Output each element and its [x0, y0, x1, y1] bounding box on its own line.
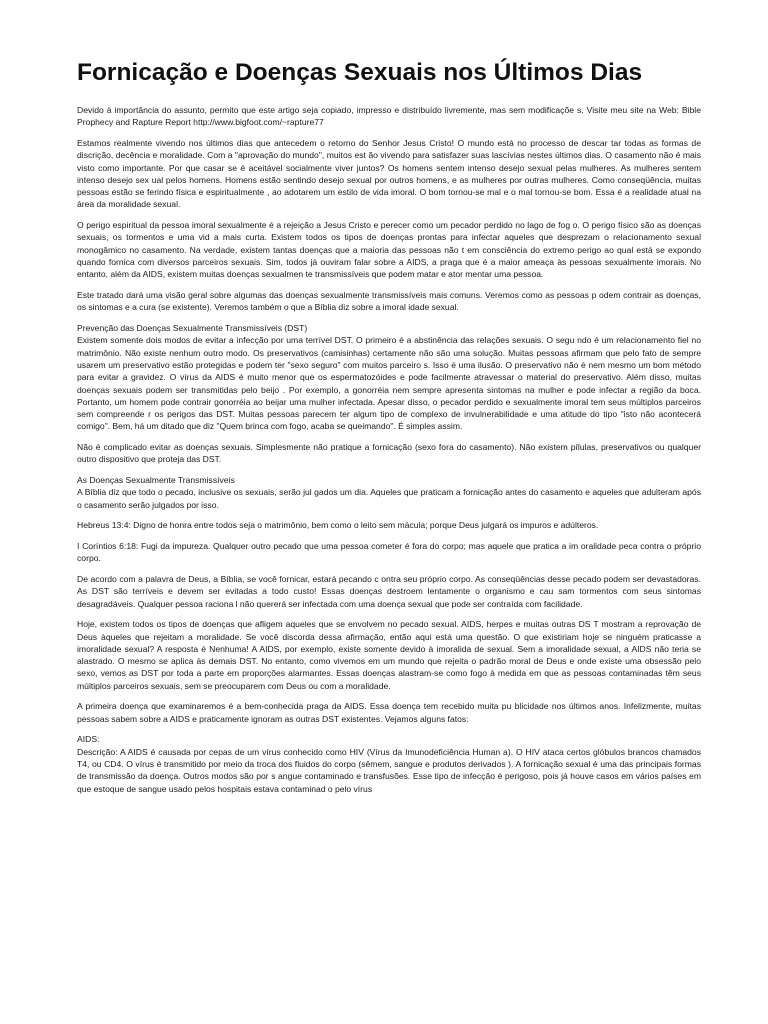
paragraph-heading: AIDS: — [77, 734, 100, 745]
paragraph-text: A Bíblia diz que todo o pecado, inclusive os sexuais, serão jul gados um dia. Aqueles que praticam a fornicação antes do casamento e aqueles que adulteram após o casamento serão julgados por isso. — [77, 487, 701, 510]
paragraph-tract-overview: Este tratado dará uma visão geral sobre algumas das doenças sexualmente transmissíveis mais comuns. Veremos como as pessoas p odem contrair as doenças, os sintomas e a cura (se existente). Veremos também o que a Bíblia diz sobre a imoral idade sexual. — [77, 290, 701, 313]
document-page — [77, 58, 701, 803]
paragraph-diseases-intro — [77, 474, 701, 511]
paragraph-heading: Prevenção das Doenças Sexualmente Transmissíveis (DST) — [77, 323, 308, 334]
paragraph-copyright-notice: Devido à importância do assunto, permito que este artigo seja copiado, impresso e distribuído livremente, mas sem modificaçõe s. Visite meu site na Web: Bible Prophecy and Rapture Report http://www.bigfoot.com/~rapture77 — [77, 105, 701, 128]
paragraph-consequences: De acordo com a palavra de Deus, a Bíblia, se você fornicar, estará pecando c ontra seu próprio corpo. As conseqüências desse pecado podem ser devastadoras. As DST são terríveis e devem ser evitadas a todo custo! Essas doenças destroem lentamente o organismo e cau sam tormentos com seus sintomas desagradáveis. Qualquer pessoa raciona l não quererá ser infectada com uma doença sexual que pode ser contraída com facilidade. — [77, 574, 701, 609]
paragraph-corinthians-verse: I Coríntios 6:18: Fugi da impureza. Qualquer outro pecado que uma pessoa cometer é fora do corpo; mas aquele que pratica a im oralidade peca contra o próprio corpo. — [77, 541, 701, 564]
paragraph-text: Descrição: A AIDS é causada por cepas de um vírus conhecido como HIV (Vírus da Imunodeficiência Human a). O HIV ataca certos glóbulos brancos chamados T4, ou CD4. O vírus é transmitido por meio da troca dos fluidos do corpo (sêmem, sangue e produtos derivados ). A fornicação sexual é uma das principais formas de transmissão da doença. Outros modos são por s angue contaminado e transfusões. Esse tipo de infecção é perigoso, pois já houve casos em vários países em que estoque de sangue usado pelos hospitais estava contaminad o pelo vírus — [77, 746, 701, 794]
paragraph-aids-intro: A primeira doença que examinaremos é a bem-conhecida praga da AIDS. Essa doença tem recebido muita pu blicidade nos últimos anos. Infelizmente, muitas pessoas sabem sobre a AIDS e praticamente ignoram as outras DST existentes. Vejamos alguns fatos: — [77, 701, 701, 724]
paragraph-avoid-diseases: Não é complicado evitar as doenças sexuais. Simplesmente não pratique a fornicação (sexo fora do casamento). Não existem pílulas, preservativos ou qualquer outro dispositivo que proteja das DST. — [77, 442, 701, 465]
paragraph-hebrews-verse: Hebreus 13:4: Digno de honra entre todos seja o matrimônio, bem como o leito sem mácula; porque Deus julgará os impuros e adúlteros. — [77, 520, 599, 531]
document-title: Fornicação e Doenças Sexuais nos Últimos Dias — [77, 59, 643, 86]
paragraph-aids-description — [77, 733, 701, 794]
paragraph-todays-diseases: Hoje, existem todos os tipos de doenças que afligem aqueles que se envolvem no pecado sexual. AIDS, herpes e muitas outras DS T mostram a reprovação de Deus àqueles que rejeitam a moralidade. Se você discorda dessa afirmação, então aqui está uma questão. O que existiriam hoje se ninguém praticasse a imoralidade sexual? A resposta é Nenhuma! A AIDS, por exemplo, existe somente devido à imoralida de sexual. Sem a imoralidade sexual, a AIDS não teria se alastrado. O mesmo se aplica às demais DST. No entanto, como vivemos em um mundo que rejeita o padrão moral de Deus e onde existe uma obsessão pelo sexo, vemos as DST por toda a parte em proporções alarmantes. Essas doenças alastram-se como fogo à medida em que as pessoas contaminadas têm seus múltiplos parceiros sexuais, sem se preocuparem com Deus ou com a moralidade. — [77, 619, 701, 691]
paragraph-spiritual-danger: O perigo espiritual da pessoa imoral sexualmente é a rejeição a Jesus Cristo e perecer como um pecador perdido no lago de fog o. O perigo físico são as doenças sexuais, os tormentos e uma vid a mais curta. Existem todos os tipos de doenças prontas para infectar aqueles que desprezam o relacionamento sexual monogâmico no casamento. Na verdade, existem tantas doenças que a maioria das pessoas não t em consciência do extremo perigo ao qual está se expondo quando fornica com diversos parceiros sexuais. Sim, todos já ouviram falar sobre a AIDS, a praga que é a maior ameaça às pessoas sexualmente imorais. No entanto, além da AIDS, existem muitas doenças sexualmen te transmissíveis que podem matar e ator mentar uma pessoa. — [77, 220, 701, 280]
paragraph-prevention — [77, 322, 701, 433]
paragraph-last-days: Estamos realmente vivendo nos últimos dias que antecedem o retorno do Senhor Jesus Cristo! O mundo está no processo de descar tar todas as formas de discrição, decência e moralidade. Com a "aprovação do mundo", muitos est ão vivendo para satisfazer suas lascívias nestes últimos dias. O casamento não é mais visto como importante. Por que casar se é aceitável socialmente viver juntos? Os homens sentem intenso desejo sexual pelas mulheres. As mulheres sentem intenso desejo sex ual pelos homens. Homens estão sentindo desejo sexual por outros homens, e as mulheres por outras mulheres. Como conseqüência, muitas pessoas estão se ferindo física e espiritualmente , ao adotarem um estilo de vida imoral. O bom tornou-se mal e o mal tornou-se bom. Essa é a realidade atual na área da moralidade sexual. — [77, 137, 701, 210]
paragraph-text: Existem somente dois modos de evitar a infecção por uma terrível DST. O primeiro é a abstinência das relações sexuais. O segu ndo é um relacionamento fiel no matrimônio. Não existe nenhum outro modo. Os preservativos (camisinhas) certamente não são uma solução. Muitas pessoas afirmam que pelo fato de sempre usarem um preservativo estão protegidas e podem ter "sexo seguro" com muitos parceiro s. Isso é uma ilusão. O preservativo não é nem mesmo um bom método para evitar a gravidez. O vírus da AIDS é muito menor que os espermatozóides e pode facilmente atravessar o material do preservativo. Além disso, muitas doenças sexuais podem ser transmitidas pelo beijo . Por exemplo, a gonorréia nem sempre apresenta sintomas na mulher e pode infectar a região da boca. Portanto, um homem pode contrair gonorréia ao beijar uma mulher infectada. Apesar disso, o pecador perdido e sexualmente imoral tem seus múltiplos parceiros sem compreende r os perigos das DST. Muitas pessoas parecem ter algum tipo de complexo de invulnerabilidade e uma atitude do tipo "isto não acontecerá comigo". Bem, há um ditado que diz "Quem brinca com fogo, acaba se queimando". É simples assim. — [77, 335, 701, 432]
paragraph-heading: As Doenças Sexualmente Transmissíveis — [77, 475, 235, 486]
